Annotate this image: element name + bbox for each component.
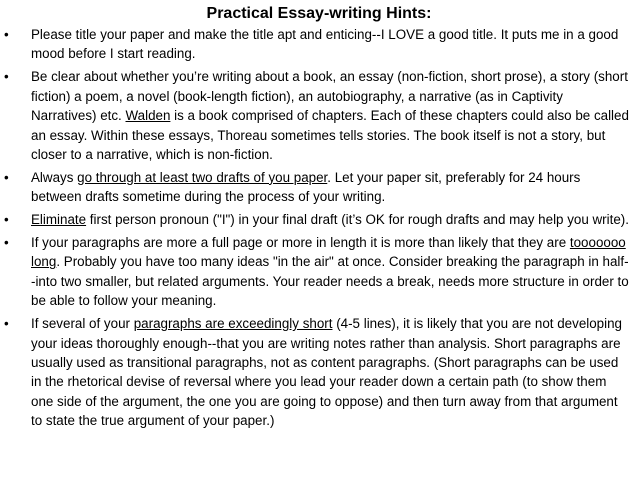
- bullet-icon: •: [4, 316, 9, 332]
- bullet-icon: •: [4, 235, 9, 251]
- bullet-icon: •: [4, 27, 9, 42]
- hint-text: first person pronoun ("I") in your final draft (it’s OK for rough drafts and may help you write).: [86, 212, 629, 228]
- hint-item-title: [4, 25, 632, 64]
- underlined-emphasis: Eliminate: [31, 212, 87, 228]
- hint-text: . Let your paper sit, preferably for 24 hours between drafts sometime during the process of your writing.: [31, 169, 581, 205]
- hint-text: Be clear about whether you’re writing about a book, an essay (non-fiction, short prose), a story (short fiction) a poem, a novel (book-length fiction), an autobiography, a narrative (as in Captivity Narratives) etc.: [31, 69, 628, 124]
- underlined-emphasis: paragraphs are exceedingly short: [133, 316, 333, 332]
- bullet-icon: •: [4, 69, 9, 85]
- hint-item-long-paragraphs: [4, 233, 632, 311]
- hint-item-form: [4, 67, 632, 164]
- hint-text: is a book comprised of chapters. Each of these chapters could also be called an essay. Within these essays, Thoreau sometimes tells stories. The book itself is not a story, but closer to a narrative, which is non-fiction.: [31, 108, 629, 162]
- hint-text: . Probably you have too many ideas "in the air" at once. Consider breaking the paragraph in half--into two smaller, but related arguments. Your reader needs a break, needs more structure in order to be able to follow your meaning.: [31, 254, 629, 309]
- hint-item-pronoun: [4, 210, 632, 229]
- underlined-book-title: Walden: [125, 108, 171, 124]
- hint-text: (4-5 lines), it is likely that you are not developing your ideas thoroughly enough--that you are writing notes rather than analysis. Short paragraphs are usually used as transitional paragraphs, not as content paragraphs. (Short paragraphs can be used in the rhetorical devise of reversal where you lead your reader down a certain path (to show them one side of the argument, the one you are going to oppose) and then turn away from that argument to state the true argument of your paper.): [31, 316, 623, 429]
- bullet-icon: •: [4, 169, 9, 185]
- slide-title: Practical Essay-writing Hints:: [206, 5, 432, 22]
- hints-list: [4, 25, 632, 434]
- hint-text: Always: [31, 169, 78, 185]
- bullet-icon: •: [4, 212, 9, 228]
- hint-text: If your paragraphs are more a full page or more in length it is more than likely that they are: [31, 235, 570, 251]
- underlined-emphasis: tooooooo long: [31, 235, 626, 270]
- underlined-emphasis: go through at least two drafts of you paper: [77, 169, 328, 185]
- hint-text: If several of your: [31, 316, 134, 332]
- hint-item-drafts: [4, 168, 632, 207]
- hint-item-short-paragraphs: [4, 314, 632, 430]
- hint-text: Please title your paper and make the title apt and enticing--I LOVE a good title. It puts me in a good mood before I start reading.: [31, 27, 619, 62]
